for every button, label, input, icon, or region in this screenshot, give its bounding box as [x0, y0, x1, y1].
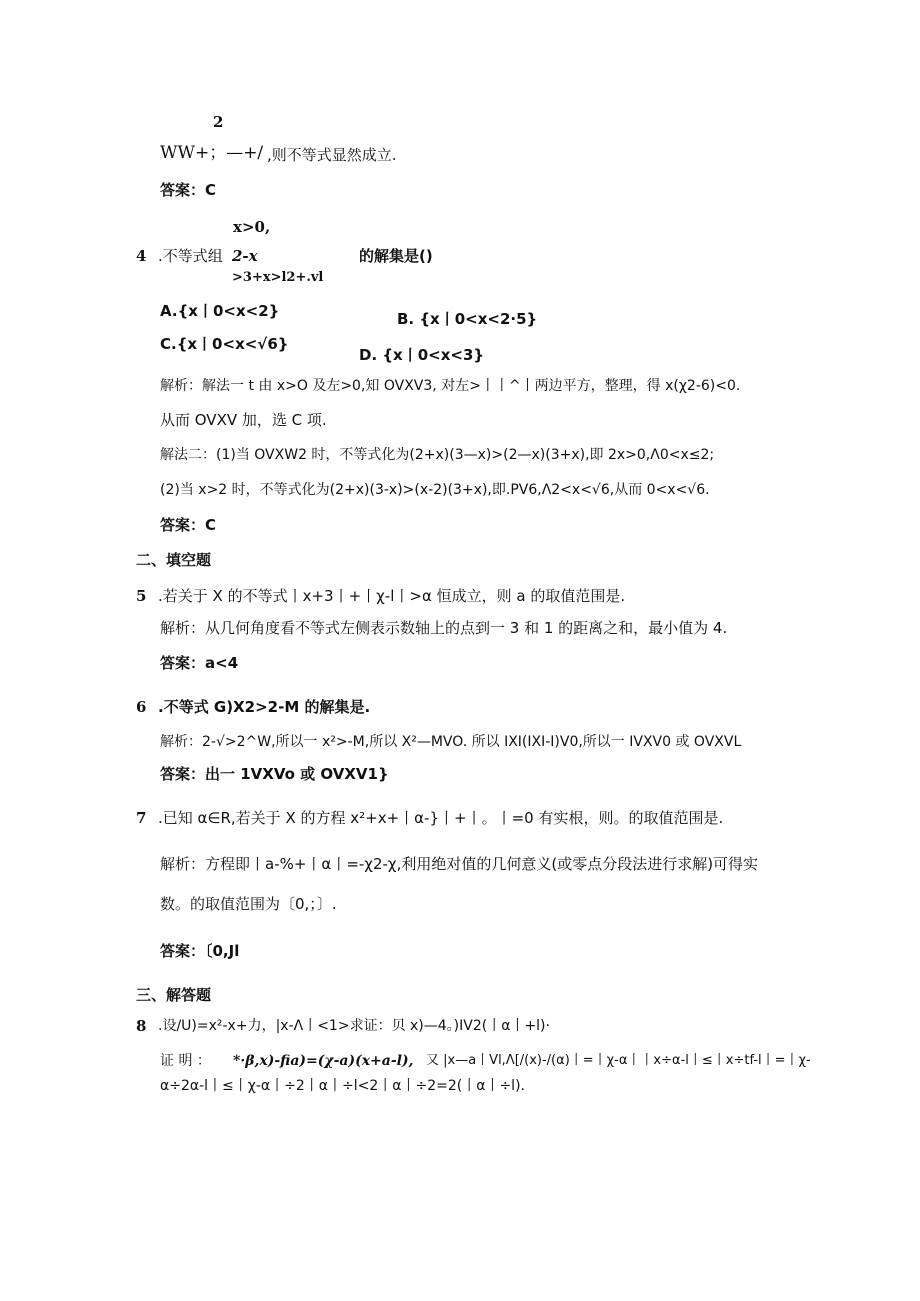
question-number: 6 [136, 698, 147, 716]
option-c: C.{x丨0<x<√6} [160, 335, 289, 353]
system-condition-1: x>0, [233, 218, 271, 236]
analysis-line: 解法二：(1)当 OVXW2 时，不等式化为(2+x)(3—x)>(2—x)(3+x),即 2x>0,Λ0<x≤2; [160, 447, 715, 463]
question-number: 7 [136, 809, 147, 827]
answer-line: 答案：〔0,Jl [160, 942, 240, 960]
option-b: B. {x丨0<x<2·5} [397, 310, 538, 328]
analysis-line: 解析：2-√>2^W,所以一 x²>-M,所以 X²—MVO. 所以 IXI(IXI-I)V0,所以一 IVXV0 或 OVXVL [160, 734, 742, 750]
question-text: 的解集是() [359, 247, 433, 265]
proof-line: 又 |x—a丨Vl,Λ[/(x)-/(α)丨=丨χ-α丨丨x÷α-l丨≤丨x÷tf-l丨=丨χ- [426, 1053, 811, 1068]
analysis-line: 数。的取值范围为〔0,；〕. [160, 895, 337, 913]
question-text: .设/U)=x²-x+力，|x-Λ丨<1>求证：贝 x)—4。)IV2(丨α丨+l)· [158, 1018, 550, 1034]
proof-label: 证 明 ： [160, 1053, 211, 1069]
proof-formula: *·β,x)-fia)=(χ-a)(x+a-l), [233, 1053, 414, 1069]
section-heading: 二、填空题 [136, 551, 212, 569]
option-a: A.{x丨0<x<2} [160, 302, 280, 320]
option-d: D. {x丨0<x<3} [359, 346, 485, 364]
question-text: .不等式 G)X2>2-M 的解集是. [158, 698, 371, 716]
question-number: 4 [136, 247, 147, 265]
analysis-line: 解析：方程即丨a-%+丨α丨=-χ2-χ,利用绝对值的几何意义(或零点分段法进行求解)可得实 [160, 855, 759, 873]
garbled-formula: WW+；—+/ [160, 143, 264, 163]
system-condition-3: >3+x>l2+.vl [232, 270, 324, 285]
analysis-line: 从而 OVXV 加，选 C 项. [160, 411, 327, 429]
answer-line: 答案：C [160, 516, 217, 534]
question-number: 5 [136, 587, 147, 605]
proof-line: α÷2α-l丨≤丨χ-α丨÷2丨α丨÷l<2丨α丨÷2=2(丨α丨÷l). [160, 1078, 525, 1094]
answer-line: 答案：a<4 [160, 654, 239, 672]
answer-line: 答案：C [160, 181, 217, 199]
system-condition-2: 2-x [232, 247, 258, 265]
superscript-2: 2 [213, 113, 224, 131]
question-number: 8 [136, 1017, 147, 1035]
section-heading: 三、解答题 [136, 986, 212, 1004]
text-line: ,则不等式显然成立. [267, 146, 397, 164]
question-text: .若关于 X 的不等式丨x+3丨+丨χ-l丨>α 恒成立，则 a 的取值范围是. [158, 587, 626, 605]
analysis-line: 解析：从几何角度看不等式左侧表示数轴上的点到一 3 和 1 的距离之和，最小值为 4. [160, 619, 728, 637]
question-text: .已知 α∈R,若关于 X 的方程 x²+x+丨α-}丨+丨。丨=0 有实根，则。的取值范围是. [158, 809, 724, 827]
answer-line: 答案：出一 1VXVo 或 OVXV1} [160, 765, 389, 783]
analysis-line: 解析：解法一 t 由 x>O 及左>0,知 OVXV3, 对左>丨丨^丨两边平方，整理，得 x(χ2-6)<0. [160, 378, 741, 394]
question-text: .不等式组 [158, 247, 223, 265]
analysis-line: (2)当 x>2 时，不等式化为(2+x)(3-x)>(x-2)(3+x),即.PV6,Λ2<x<√6,从而 0<x<√6. [160, 482, 710, 498]
